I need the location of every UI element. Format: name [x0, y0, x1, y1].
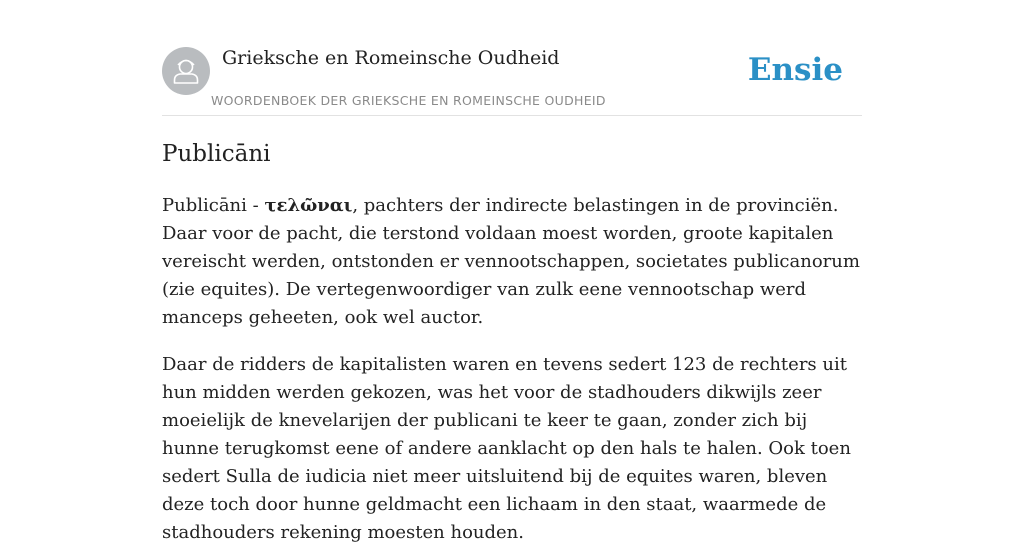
article-paragraph: Daar de ridders de kapitalisten waren en tevens sedert 123 de rechters uit hun midden werden gekozen, was het voor de stadhouders dikwijls zeer moeielijk de knevelarijen der publicani te keer te gaan, zonder zich bij hunne terugkomst eene of andere aanklacht op den hals te halen. Ook toen sedert Sulla de iudicia niet meer uitsluitend bij de equites waren, bleven deze toch door hunne geldmacht een lichaam in den staat, waarmede de stadhouders rekening moesten houden. — [162, 354, 851, 543]
source-subtitle[interactable]: WOORDENBOEK DER GRIEKSCHE EN ROMEINSCHE OUDHEID — [211, 93, 606, 108]
source-title[interactable]: Grieksche en Romeinsche Oudheid — [222, 47, 560, 69]
user-silhouette-icon — [162, 47, 210, 95]
header-divider — [162, 115, 862, 116]
article-paragraph — [162, 192, 862, 332]
paragraph-lead: Publicāni - — [162, 195, 265, 216]
paragraph-text: , pachters der indirecte belastingen in de provinciën. Daar voor de pacht, die terstond voldaan moest worden, groote kapitalen vereischt werden, ontstonden er vennootschappen, societates publicanorum (zie equites). De vertegenwoordiger van zulk eene vennootschap werd manceps geheeten, ook wel auctor. — [162, 195, 860, 328]
source-header — [162, 46, 862, 116]
source-avatar[interactable] — [162, 47, 210, 95]
greek-term: τελῶναι — [264, 195, 353, 216]
ensie-logo[interactable]: Ensie — [747, 52, 843, 88]
article — [162, 138, 862, 547]
article-title: Publicāni — [162, 141, 271, 167]
